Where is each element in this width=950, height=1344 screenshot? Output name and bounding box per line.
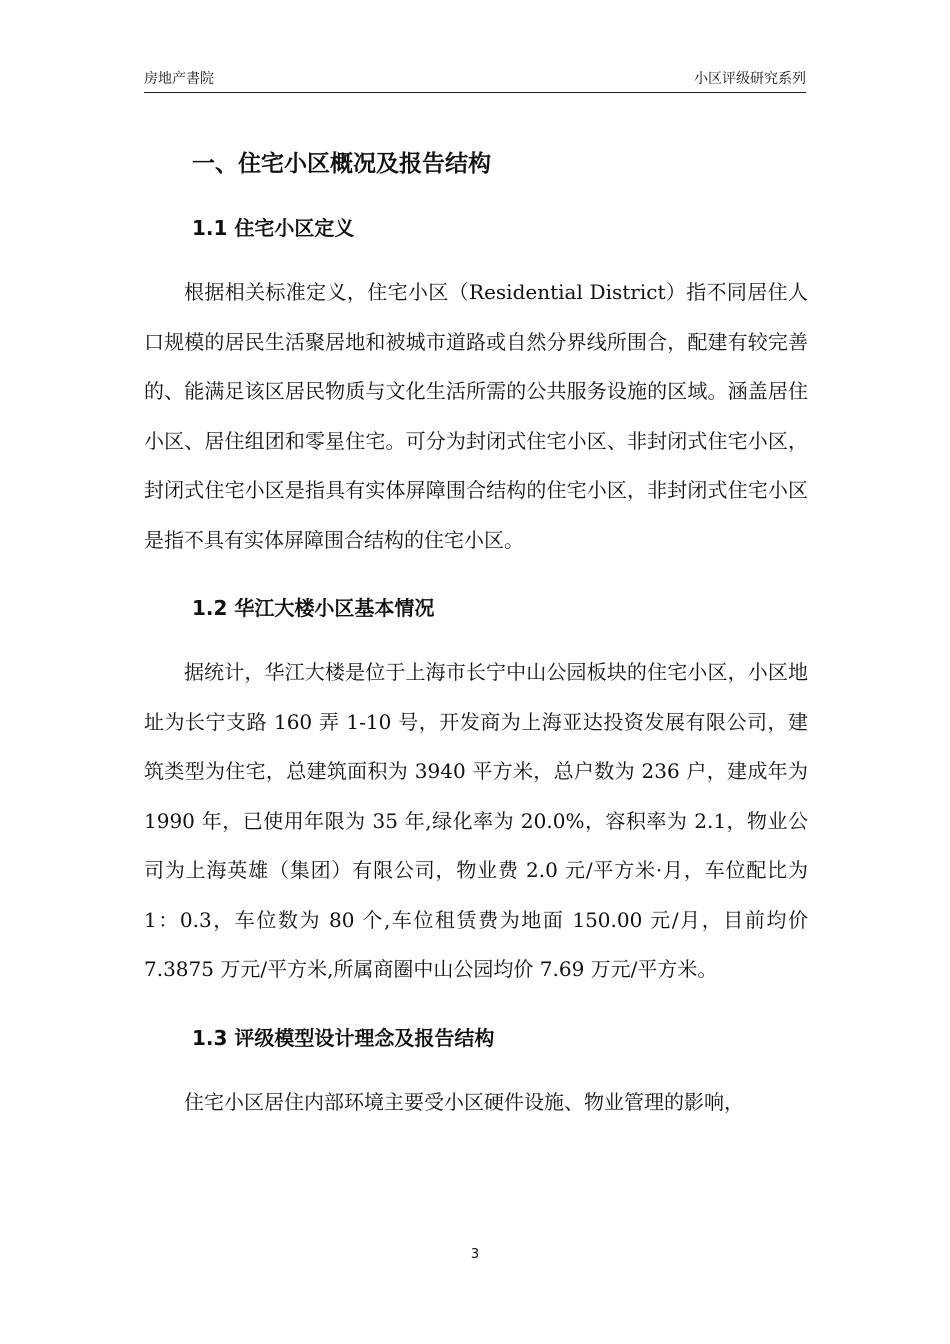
paragraph-definition: 根据相关标准定义，住宅小区（Residential District）指不同居住人口规模的居民生活聚居地和被城市道路或自然分界线所围合，配建有较完善的、能满足该区居民物质与文化生活所需的公共服务设施的区域。涵盖居住小区、居住组团和零星住宅。可分为封闭式住宅小区、非封闭式住宅小区，封闭式住宅小区是指具有实体屏障围合结构的住宅小区，非封闭式住宅小区是指不具有实体屏障围合结构的住宅小区。: [144, 280, 808, 552]
subsection-title-1-1: 1.1 住宅小区定义: [192, 216, 355, 240]
header-publisher: 房地产書院: [144, 71, 214, 87]
header-series-title: 小区评级研究系列: [694, 71, 806, 87]
document-body: [144, 140, 808, 1127]
paragraph-model-design: 住宅小区居住内部环境主要受小区硬件设施、物业管理的影响，: [184, 1089, 744, 1114]
page-header: [144, 66, 806, 93]
subsection-title-1-3: 1.3 评级模型设计理念及报告结构: [192, 1025, 495, 1050]
section-title: 一、住宅小区概况及报告结构: [192, 151, 491, 177]
subsection-title-1-2: 1.2 华江大楼小区基本情况: [192, 596, 435, 620]
paragraph-basic-info: 据统计，华江大楼是位于上海市长宁中山公园板块的住宅小区，小区地址为长宁支路 160 弄 1-10 号，开发商为上海亚达投资发展有限公司，建筑类型为住宅，总建筑面积为 3940 平方米，总户数为 236 户，建成年为 1990 年，已使用年限为 35 年,绿化率为 20.0%，容积率为 2.1，物业公司为上海英雄（集团）有限公司，物业费 2.0 元/平方米·月，车位配比为 1：0.3，车位数为 80 个,车位租赁费为地面 150.00 元/月，目前均价 7.3875 万元/平方米,所属商圈中山公园均价 7.69 万元/平方米。: [144, 660, 808, 981]
page-number: 3: [470, 1247, 480, 1262]
